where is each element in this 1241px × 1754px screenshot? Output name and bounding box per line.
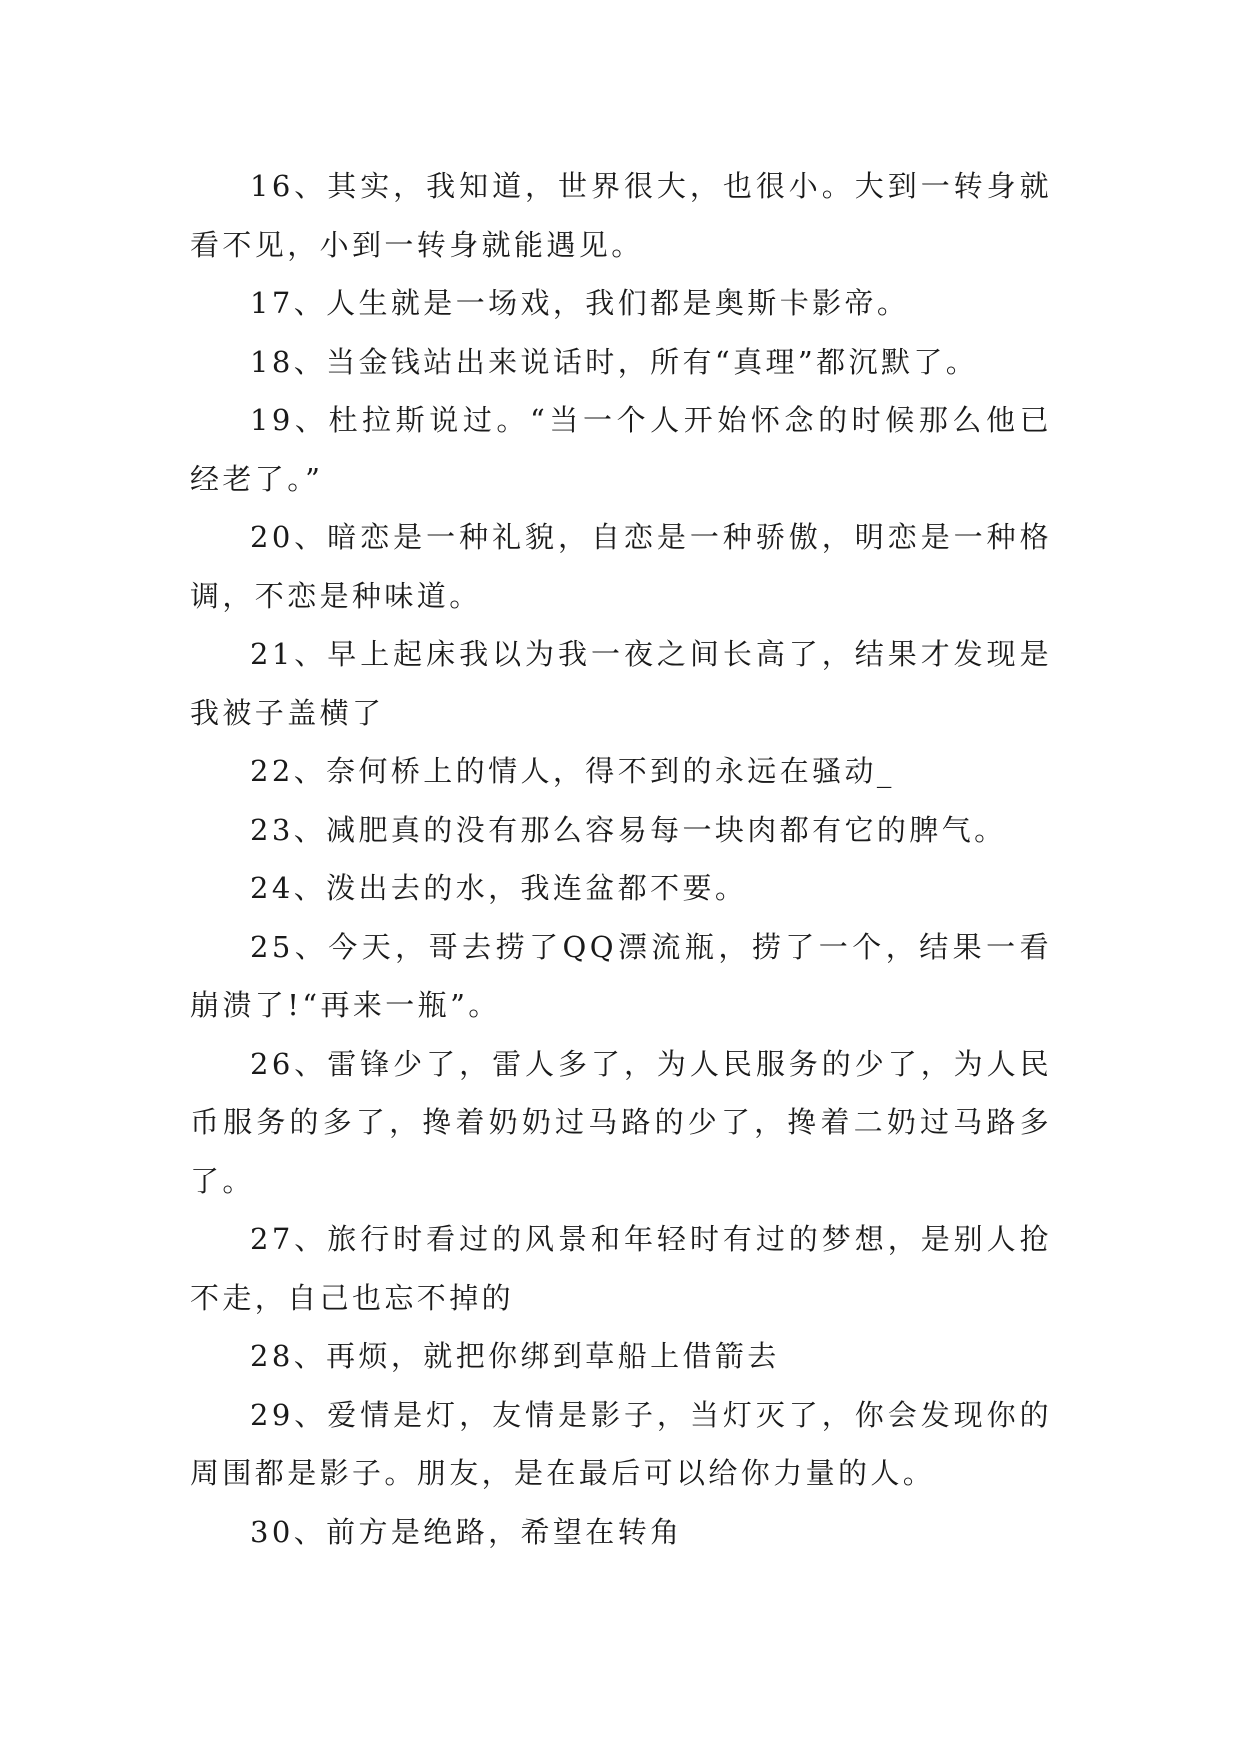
paragraph-29: 29、爱情是灯，友情是影子，当灯灭了，你会发现你的周围都是影子。朋友，是在最后可以给你力量的人。 <box>190 1397 1052 1490</box>
paragraph-20: 20、暗恋是一种礼貌，自恋是一种骄傲，明恋是一种格调，不恋是种味道。 <box>190 520 1052 613</box>
paragraph-16: 16、其实，我知道，世界很大，也很小。大到一转身就看不见，小到一转身就能遇见。 <box>190 169 1052 262</box>
paragraph-27: 27、旅行时看过的风景和年轻时有过的梦想，是别人抢不走，自己也忘不掉的 <box>190 1222 1052 1315</box>
paragraph-30: 30、前方是绝路，希望在转角 <box>250 1514 683 1549</box>
document-body <box>190 157 1052 1561</box>
paragraph-18: 18、当金钱站出来说话时，所有“真理”都沉默了。 <box>250 344 979 379</box>
paragraph-22: 22、奈何桥上的情人，得不到的永远在骚动_ <box>250 754 895 788</box>
paragraph-21: 21、早上起床我以为我一夜之间长高了，结果才发现是我被子盖横了 <box>190 637 1052 730</box>
paragraph-19: 19、杜拉斯说过。“当一个人开始怀念的时候那么他已经老了。” <box>190 403 1052 496</box>
paragraph-24: 24、泼出去的水，我连盆都不要。 <box>250 871 748 905</box>
paragraph-26: 26、雷锋少了，雷人多了，为人民服务的少了，为人民币服务的多了，搀着奶奶过马路的少了，搀着二奶过马路多了。 <box>190 1046 1052 1198</box>
paragraph-28: 28、再烦，就把你绑到草船上借箭去 <box>250 1339 780 1373</box>
paragraph-25: 25、今天，哥去捞了QQ漂流瓶，捞了一个，结果一看崩溃了!“再来一瓶”。 <box>190 929 1052 1022</box>
paragraph-23: 23、减肥真的没有那么容易每一块肉都有它的脾气。 <box>250 812 1007 847</box>
paragraph-17: 17、人生就是一场戏，我们都是奥斯卡影帝。 <box>250 286 910 320</box>
